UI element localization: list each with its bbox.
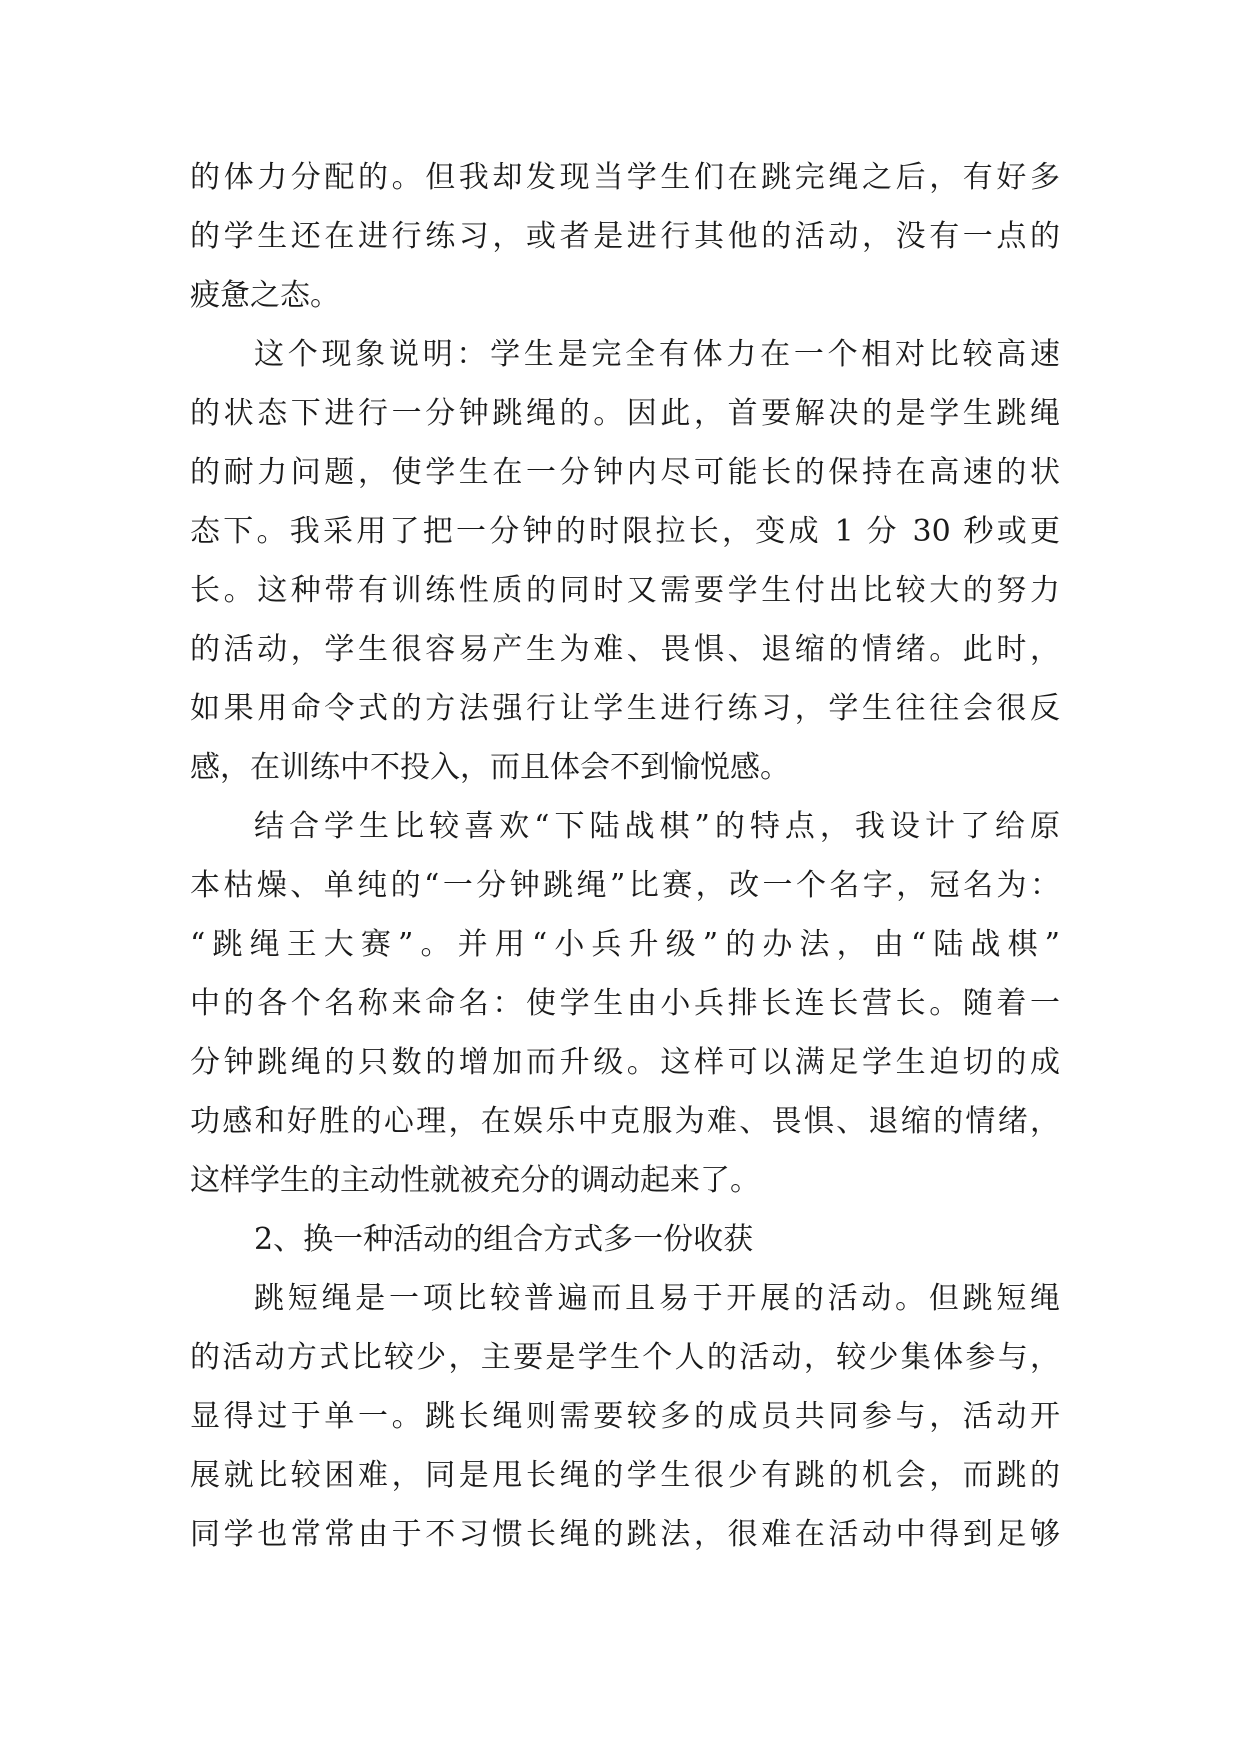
text-line: 的活动方式比较少，主要是学生个人的活动，较少集体参与， xyxy=(190,1340,1060,1375)
document-body xyxy=(190,148,1060,1564)
text-line: 中的各个名称来命名：使学生由小兵排长连长营长。随着一 xyxy=(190,986,1060,1021)
text-line: 的体力分配的。但我却发现当学生们在跳完绳之后，有好多 xyxy=(190,160,1060,195)
text-line: 长。这种带有训练性质的同时又需要学生付出比较大的努力 xyxy=(190,573,1060,608)
text-line: 显得过于单一。跳长绳则需要较多的成员共同参与，活动开 xyxy=(190,1399,1060,1434)
text-line: 同学也常常由于不习惯长绳的跳法，很难在活动中得到足够 xyxy=(190,1517,1060,1552)
text-line: 疲惫之态。 xyxy=(190,278,340,313)
text-line: 感，在训练中不投入，而且体会不到愉悦感。 xyxy=(190,750,790,785)
text-line: 分钟跳绳的只数的增加而升级。这样可以满足学生迫切的成 xyxy=(190,1045,1060,1080)
text-line: 这样学生的主动性就被充分的调动起来了。 xyxy=(190,1163,760,1198)
text-line: 2、换一种活动的组合方式多一份收获 xyxy=(254,1222,754,1257)
text-line: 如果用命令式的方法强行让学生进行练习，学生往往会很反 xyxy=(190,691,1060,726)
text-line: “跳绳王大赛”。并用“小兵升级”的办法，由“陆战棋” xyxy=(190,927,1060,962)
text-line: 本枯燥、单纯的“一分钟跳绳”比赛，改一个名字，冠名为： xyxy=(190,868,1060,903)
text-line: 的状态下进行一分钟跳绳的。因此，首要解决的是学生跳绳 xyxy=(190,396,1060,431)
text-line: 展就比较困难，同是甩长绳的学生很少有跳的机会，而跳的 xyxy=(190,1458,1060,1493)
text-line: 态下。我采用了把一分钟的时限拉长，变成 1 分 30 秒或更 xyxy=(190,514,1060,549)
text-line: 结合学生比较喜欢“下陆战棋”的特点，我设计了给原 xyxy=(254,809,1060,844)
text-line: 跳短绳是一项比较普遍而且易于开展的活动。但跳短绳 xyxy=(254,1281,1060,1316)
text-line: 功感和好胜的心理，在娱乐中克服为难、畏惧、退缩的情绪， xyxy=(190,1104,1060,1139)
text-line: 这个现象说明：学生是完全有体力在一个相对比较高速 xyxy=(254,337,1060,372)
text-line: 的学生还在进行练习，或者是进行其他的活动，没有一点的 xyxy=(190,219,1060,254)
text-line: 的活动，学生很容易产生为难、畏惧、退缩的情绪。此时， xyxy=(190,632,1060,667)
text-line: 的耐力问题，使学生在一分钟内尽可能长的保持在高速的状 xyxy=(190,455,1060,490)
